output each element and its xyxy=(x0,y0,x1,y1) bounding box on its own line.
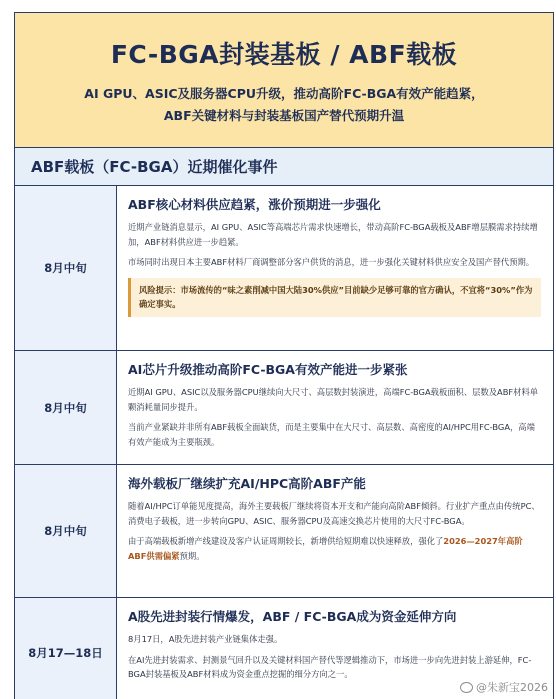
event-title: AI芯片升级推动高阶FC-BGA有效产能进一步紧张 xyxy=(128,362,408,377)
event-paragraph-text: 由于高端载板新增产线建设及客户认证周期较长，新增供给短期难以快速释放，强化了 xyxy=(128,536,444,546)
watermark xyxy=(460,679,548,695)
infographic-card xyxy=(14,12,554,699)
subtitle-line-2: ABF关键材料与封装基板国产替代预期升温 xyxy=(163,108,405,123)
event-paragraph: 近期产业链消息显示，AI GPU、ASIC等高端芯片需求快速增长，带动高阶FC-BGA载板及ABF增层膜需求持续增加，ABF材料供应进一步趋紧。 xyxy=(128,222,538,247)
event-row xyxy=(15,465,553,598)
event-paragraph xyxy=(128,534,541,563)
event-paragraph: 当前产业紧缺并非所有ABF载板全面缺货，而是主要集中在大尺寸、高层数、高密度的AI/HPC用FC-BGA，高端有效产能成为主要瓶颈。 xyxy=(128,422,535,447)
page-title: FC-BGA封装基板 / ABF载板 xyxy=(110,40,458,69)
event-date: 8月中旬 xyxy=(44,261,87,275)
watermark-text: @朱新宝2026 xyxy=(476,681,548,694)
event-date-cell xyxy=(15,351,117,464)
event-row xyxy=(15,351,553,465)
event-paragraph: 在AI先进封装需求、封测景气回升以及关键材料国产替代等逻辑推动下，市场进一步向先进封装上游延伸，FC-BGA封装基板及ABF材料成为资金重点挖掘的细分方向之一。 xyxy=(128,654,532,679)
event-content xyxy=(117,465,553,597)
event-title: 海外载板厂继续扩充AI/HPC高阶ABF产能 xyxy=(128,476,366,491)
subtitle-line-1: AI GPU、ASIC及服务器CPU升级，推动高阶FC-BGA有效产能趋紧， xyxy=(84,86,484,101)
event-date-cell xyxy=(15,465,117,597)
event-paragraph: 近期AI GPU、ASIC以及服务器CPU继续向大尺寸、高层数封装演进，高端FC-BGA载板面积、层数及ABF材料单颗消耗量同步提升。 xyxy=(128,387,539,412)
section-header xyxy=(15,148,553,186)
event-date-cell xyxy=(15,186,117,350)
event-row xyxy=(15,186,553,351)
event-date: 8月中旬 xyxy=(44,400,87,415)
event-content xyxy=(117,186,553,350)
section-title: ABF载板（FC-BGA）近期催化事件 xyxy=(31,158,278,176)
event-date: 8月中旬 xyxy=(44,524,87,538)
weibo-icon xyxy=(460,682,473,693)
event-paragraph: 市场同时出现日本主要ABF材料厂商调整部分客户供货的消息，进一步强化关键材料供应安全及国产替代预期。 xyxy=(128,257,535,267)
event-date: 8月17—18日 xyxy=(28,646,103,660)
event-date-cell xyxy=(15,598,117,699)
highlight-text: 2026—2027年高阶ABF供需偏紧 xyxy=(128,536,523,561)
event-title: A股先进封装行情爆发，ABF / FC-BGA成为资金延伸方向 xyxy=(128,609,457,624)
event-content xyxy=(117,351,553,464)
event-paragraph: 随着AI/HPC订单能见度提高，海外主要载板厂继续将资本开支和产能向高阶ABF倾斜。行业扩产重点由传统PC、消费电子载板，进一步转向GPU、ASIC、服务器CPU及高速交换芯片使用的大尺寸FC-BGA。 xyxy=(128,501,540,526)
risk-note: 风险提示：市场流传的“味之素削减中国大陆30%供应”目前缺少足够可靠的官方确认，不宜将“30%”作为确定事实。 xyxy=(128,278,541,317)
event-paragraph: 8月17日，A股先进封装产业链集体走强。 xyxy=(128,634,283,644)
header xyxy=(15,13,553,148)
event-paragraph-text: 预期。 xyxy=(179,550,205,561)
event-title: ABF核心材料供应趋紧，涨价预期进一步强化 xyxy=(128,197,381,212)
